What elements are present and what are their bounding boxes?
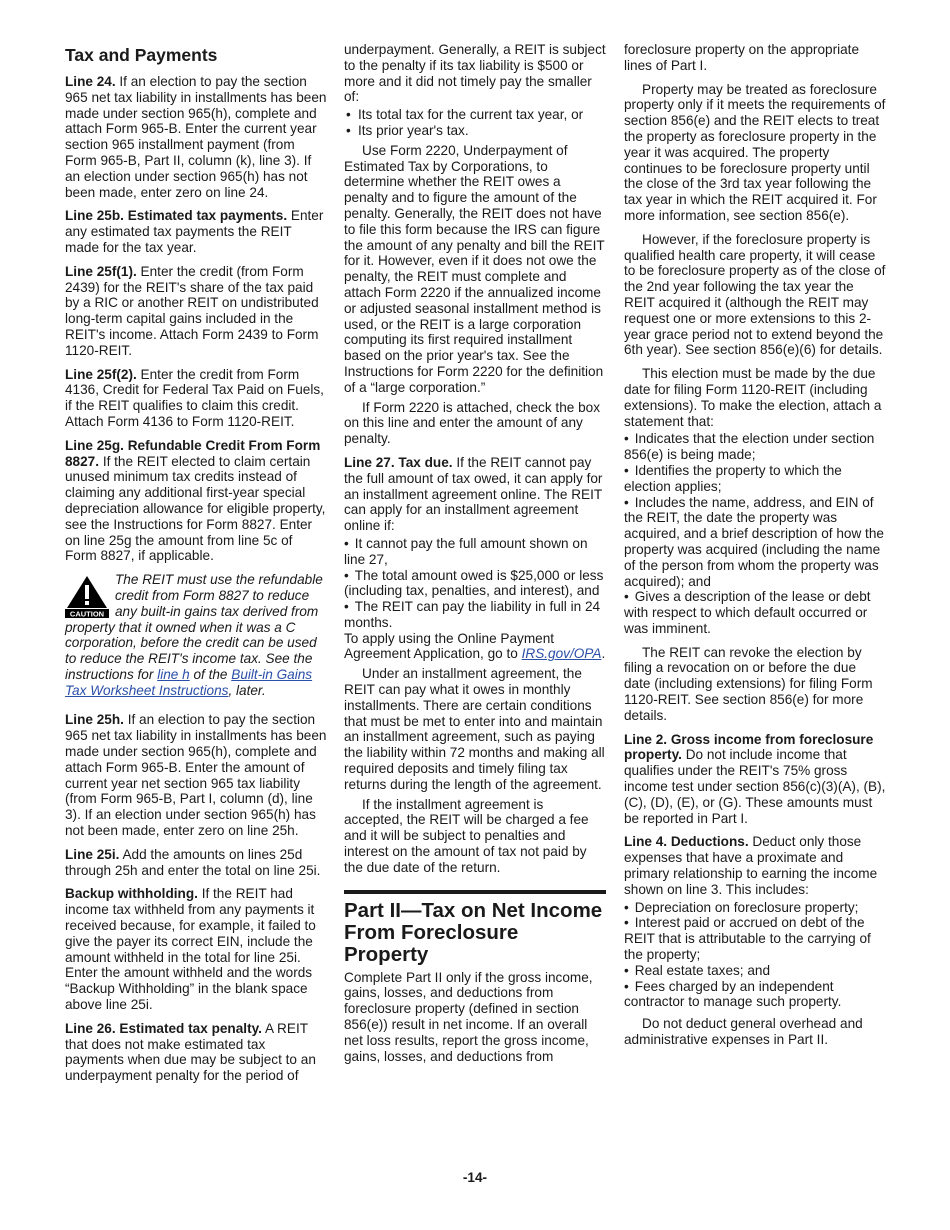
- line-h-link[interactable]: line h: [157, 666, 190, 682]
- line-25h-paragraph: [65, 712, 327, 838]
- built-in-gains-link[interactable]: Built-in Gains Tax Worksheet Instructions: [65, 666, 313, 698]
- line-27-text: If the REIT cannot pay the full amount of tax owed, it can apply for an installment agreement online. The REIT can apply for an installment agreement online if:: [344, 454, 603, 534]
- section-title: Tax and Payments: [65, 45, 218, 65]
- line-25i-paragraph: [65, 847, 327, 879]
- list-item: • Indicates that the election under section 856(e) is being made;: [624, 431, 886, 463]
- line-25i-heading: Line 25i.: [65, 846, 120, 862]
- line-4-text: Deduct only those expenses that have a proximate and primary relationship to earning the income shown on line 3. This includes:: [624, 834, 878, 897]
- line-25b-heading: Line 25b. Estimated tax payments.: [65, 208, 288, 224]
- backup-withholding-paragraph: [65, 886, 327, 1012]
- line-2-heading: Line 2. Gross income from foreclosure property.: [624, 731, 874, 763]
- line-2-paragraph: [624, 732, 886, 827]
- line-2-text: Do not include income that qualifies under the REIT's 75% gross income test under section 856(c)(3)(A), (B), (C), (D), (E), or (G). These amounts must be reported in Part I.: [624, 747, 886, 826]
- underpayment-text: underpayment. Generally, a REIT is subject to the penalty if its tax liability is $500 or more and it did not timely pay the smaller of:: [344, 42, 606, 105]
- line-25g-text: If the REIT elected to claim certain unused minimum tax credits instead of claiming any additional first-year special depreciation allowance for eligible property, see the Instructions for Form 8827. Enter on line 25g the amount from line 5c of Form 8827, if applicable.: [65, 453, 326, 564]
- list-item: • Its prior year's tax.: [344, 123, 606, 139]
- list-item: • Includes the name, address, and EIN of the REIT, the date the property was acquired, and a brief description of how the property was acquired (including the name of the person from whom the property was acquired); and: [624, 495, 886, 590]
- page-number: -14-: [462, 1170, 488, 1185]
- list-item: • Depreciation on foreclosure property;: [624, 900, 886, 916]
- list-item: • Interest paid or accrued on debt of the REIT that is attributable to the carrying of the property;: [624, 915, 886, 962]
- opa-paragraph: [344, 631, 606, 663]
- caution-text-a: The REIT must use the refundable credit from Form 8827 to reduce any built-in gains tax derived from property that it owned when it was a C corporation, before the credit can be used to reduce the REIT's income tax. See the instructions for: [65, 572, 323, 682]
- line-25g-heading: Line 25g. Refundable Credit From Form 8827.: [65, 437, 321, 469]
- line-25g-paragraph: [65, 438, 327, 564]
- list-item: • The total amount owed is $25,000 or less (including tax, penalties, and interest), and: [344, 568, 606, 600]
- line-4-heading: Line 4. Deductions.: [624, 834, 749, 850]
- line-25f2-heading: Line 25f(2).: [65, 366, 137, 382]
- list-item: • Real estate taxes; and: [624, 963, 886, 979]
- foreclosure-cont-text: foreclosure property on the appropriate lines of Part I.: [624, 42, 860, 73]
- line-25i-text: Add the amounts on lines 25d through 25h and enter the total on line 25i.: [65, 846, 321, 878]
- installment-agreement-paragraph: Under an installment agreement, the REIT can pay what it owes in monthly installments. There are certain conditions that must be met to enter into and maintain an installment agreement, such as paying the liability within 72 months and making all required deposits and timely filing tax returns during the length of the agreement.: [344, 666, 605, 792]
- list-item: • Fees charged by an independent contractor to manage such property.: [624, 979, 886, 1011]
- backup-withholding-heading: Backup withholding.: [65, 886, 198, 902]
- list-item: • It cannot pay the full amount shown on line 27,: [344, 536, 606, 568]
- line-25f1-paragraph: [65, 264, 327, 359]
- caution-note: [65, 572, 327, 698]
- health-care-property-paragraph: However, if the foreclosure property is qualified health care property, it will cease to be foreclosure property as of the close of the 2nd year following the tax year the REIT acquired it (although the REIT may request one or more extensions to this 2-year grace period not to extend beyond the 6th year). See section 856(e)(6) for details.: [624, 231, 886, 358]
- line-25b-paragraph: [65, 208, 327, 255]
- line-25f1-heading: Line 25f(1).: [65, 263, 137, 279]
- line-25h-heading: Line 25h.: [65, 712, 124, 728]
- list-item: • Gives a description of the lease or debt with respect to which default occurred or was imminent.: [624, 589, 886, 636]
- caution-text-b: of the: [193, 666, 228, 682]
- deduction-bullets: [624, 900, 886, 1011]
- line-27-heading: Line 27. Tax due.: [344, 454, 453, 470]
- revoke-paragraph: The REIT can revoke the election by filing a revocation on or before the due date (including extensions) for filing Form 1120-REIT. See section 856(e) for more details.: [624, 644, 873, 723]
- list-item: • Its total tax for the current tax year, or: [344, 107, 606, 123]
- line-26-heading: Line 26. Estimated tax penalty.: [65, 1020, 262, 1036]
- foreclosure-requirements-paragraph: Property may be treated as foreclosure property only if it meets the requirements of section 856(e) and the REIT elects to treat the property as foreclosure property in the year it was acquired. The property continues to be foreclosure property until the close of the 3rd tax year following the tax year in which the REIT acquired it. For more information, see section 856(e).: [624, 81, 886, 223]
- statement-bullets: [624, 431, 886, 636]
- line-27-paragraph: [344, 455, 606, 534]
- irs-opa-link[interactable]: IRS.gov/OPA: [521, 646, 602, 662]
- column-2: [344, 42, 606, 1072]
- line-25f2-paragraph: [65, 367, 327, 430]
- backup-withholding-text: If the REIT had income tax withheld from any payments it received because, for example, it failed to give the payer its correct EIN, include the amount withheld in the total for line 25i. Enter the amount withheld and the words “Backup Withholding” in the blank space above line 25i.: [65, 886, 316, 1013]
- column-3: [624, 42, 886, 1056]
- penalty-bullets: [344, 107, 606, 139]
- part-2-title: Part II—Tax on Net Income From Foreclosure Property: [344, 890, 606, 966]
- list-item: • Identifies the property to which the election applies;: [624, 463, 886, 495]
- line-25h-text: If an election to pay the section 965 net tax liability in installments has been made under section 965(h), complete and attach Form 965-B. Enter the amount of current year net section 965 tax liability (from Form 965-B, Part I, column (d), line 3). If an election under section 965(h) has not been made, enter zero on line 25h.: [65, 712, 327, 839]
- installment-bullets: [344, 536, 606, 631]
- opa-end: .: [601, 646, 606, 662]
- line-26-text: A REIT that does not make estimated tax payments when due may be subject to an underpayment penalty for the period of: [65, 1020, 316, 1084]
- part-2-intro: Complete Part II only if the gross income, gains, losses, and deductions from foreclosure property (defined in section 856(e)) result in net income. If an overall net loss results, report the gross income, gains, losses, and deductions from: [344, 969, 593, 1064]
- form-2220-paragraph: Use Form 2220, Underpayment of Estimated Tax by Corporations, to determine whether the REIT owes a penalty and to figure the amount of the penalty. Generally, the REIT does not have to file this form because the IRS can figure the amount of any penalty and bill the REIT for it. However, even if it does not owe the penalty, the REIT must complete and attach Form 2220 if the annualized income or adjusted seasonal installment method is used, or the REIT is a large corporation computing its first required installment based on the prior year's tax. See the Instructions for Form 2220 for the definition of a “large corporation.”: [344, 142, 605, 395]
- line-25b-text: Enter any estimated tax payments the REIT made for the tax year.: [65, 208, 324, 255]
- line-24-heading: Line 24.: [65, 74, 116, 89]
- line-25f2-text: Enter the credit from Form 4136, Credit for Federal Tax Paid on Fuels, if the REIT qualifies to claim this credit. Attach Form 4136 to Form 1120-REIT.: [65, 366, 324, 429]
- line-24-text: If an election to pay the section 965 net tax liability in installments has been made under section 965(h), complete and attach Form 965-B. Enter the current year section 965 installment payment (from Form 965-B, Part II, column (k), line 3). If an election under section 965(h) has not been made, enter zero on line 24.: [65, 74, 327, 200]
- accepted-paragraph: If the installment agreement is accepted, the REIT will be charged a fee and it will be subject to penalties and interest on the amount of tax not paid by the due date of the return.: [344, 796, 589, 875]
- overhead-paragraph: Do not deduct general overhead and administrative expenses in Part II.: [624, 1016, 863, 1048]
- line-26-paragraph: [65, 1021, 327, 1084]
- caution-icon: [65, 574, 109, 618]
- line-24-paragraph: [65, 74, 327, 200]
- line-25f1-text: Enter the credit (from Form 2439) for the REIT's share of the tax paid by a RIC or another REIT on undistributed long-term capital gains included in the REIT's income. Attach Form 2439 to Form 1120-REIT.: [65, 263, 319, 358]
- election-paragraph: This election must be made by the due date for filing Form 1120-REIT (including extensions). To make the election, attach a statement that:: [624, 366, 882, 429]
- list-item: • The REIT can pay the liability in full in 24 months.: [344, 599, 606, 631]
- form-2220-attached-paragraph: If Form 2220 is attached, check the box on this line and enter the amount of any penalty.: [344, 399, 601, 447]
- column-1: [65, 40, 327, 1092]
- line-4-paragraph: [624, 834, 886, 897]
- opa-text: To apply using the Online Payment Agreement Application, go to: [344, 630, 555, 662]
- caution-text-c: , later.: [228, 682, 266, 698]
- caution-label: CAUTION: [69, 609, 105, 619]
